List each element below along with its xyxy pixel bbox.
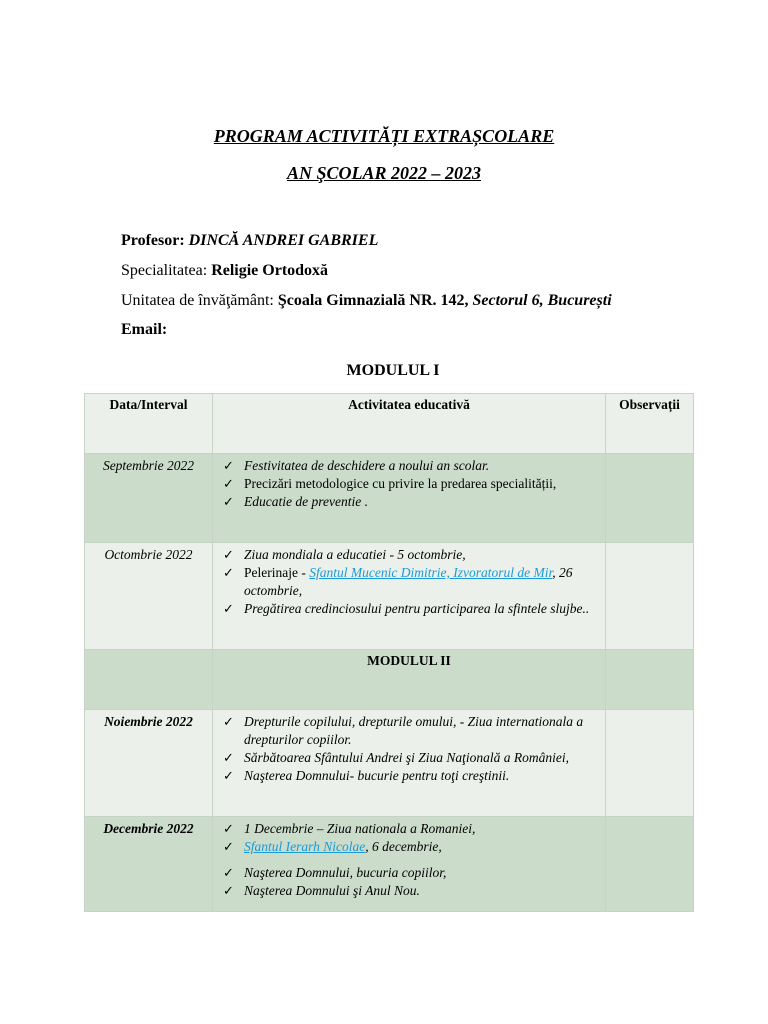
page-title-line1: PROGRAM ACTIVITĂȚI EXTRAȘCOLARE <box>213 126 555 146</box>
row-activities <box>213 454 606 543</box>
check-icon: ✓ <box>223 865 234 880</box>
unitatea-label: Unitatea de învăţământ: <box>121 292 278 309</box>
check-icon: ✓ <box>223 839 234 854</box>
list-item: ✓ Festivitatea de deschidere a noului an scolar. <box>223 458 490 473</box>
check-icon: ✓ <box>223 750 234 765</box>
page-title-line2: AN ŞCOLAR 2022 – 2023 <box>286 163 482 183</box>
list-item: ✓ Educatie de preventie . <box>223 494 368 509</box>
row-observations <box>606 650 694 710</box>
activities-table <box>84 393 694 912</box>
row-activities <box>213 543 606 650</box>
check-icon: ✓ <box>223 821 234 836</box>
table-row <box>85 817 694 912</box>
list-item: ✓ Pregătirea credinciosului pentru participarea la sfintele slujbe.. <box>223 601 590 616</box>
check-icon: ✓ <box>223 458 234 473</box>
check-icon: ✓ <box>223 768 234 783</box>
list-item: ✓ Naşterea Domnului, bucuria copiilor, <box>223 865 447 880</box>
check-icon: ✓ <box>223 601 234 616</box>
row-date <box>85 650 213 710</box>
list-item: ✓ Sfantul Ierarh Nicolae, 6 decembrie, <box>223 839 442 854</box>
list-item: ✓ Drepturile copilului, drepturile omului, - Ziua internationala a drepturilor copiilor. <box>223 714 584 747</box>
list-item: ✓ Precizări metodologice cu privire la predarea specialității, <box>223 476 557 491</box>
check-icon: ✓ <box>223 547 234 562</box>
row-observations <box>606 543 694 650</box>
check-icon: ✓ <box>223 714 234 729</box>
list-item: ✓ Naşterea Domnului- bucurie pentru toţi creştinii. <box>223 768 510 783</box>
module-2-row <box>85 650 694 710</box>
row-date: Octombrie 2022 <box>85 543 213 650</box>
check-icon: ✓ <box>223 883 234 898</box>
table-header-row <box>85 394 694 454</box>
list-item: ✓ Naşterea Domnului şi Anul Nou. <box>223 883 420 898</box>
row-observations <box>606 454 694 543</box>
profesor-line <box>121 232 378 250</box>
row-activities <box>213 710 606 817</box>
row-date: Decembrie 2022 <box>85 817 213 912</box>
profesor-label: Profesor: <box>121 232 189 249</box>
row-date: Septembrie 2022 <box>85 454 213 543</box>
unitatea-line <box>121 292 612 310</box>
module-1-heading: MODULUL I <box>346 362 440 379</box>
list-item: ✓ Sărbătoarea Sfântului Andrei şi Ziua Naţională a României, <box>223 750 570 765</box>
header-observations: Observații <box>606 394 694 454</box>
check-icon: ✓ <box>223 476 234 491</box>
specialitatea-value: Religie Ortodoxă <box>211 262 329 279</box>
list-item: ✓ Ziua mondiala a educatiei - 5 octombrie, <box>223 547 466 562</box>
specialitatea-line <box>121 262 328 280</box>
module-2-heading: MODULUL II <box>213 650 606 710</box>
sfantul-dimitrie-link[interactable]: Sfantul Mucenic Dimitrie, Izvoratorul de Mir <box>309 565 553 580</box>
profesor-value: DINCĂ ANDREI GABRIEL <box>188 232 379 249</box>
list-item: ✓ Pelerinaje - Sfantul Mucenic Dimitrie, Izvoratorul de Mir, 26 octombrie, <box>223 565 573 598</box>
header-date: Data/Interval <box>85 394 213 454</box>
check-icon: ✓ <box>223 565 234 580</box>
row-observations <box>606 710 694 817</box>
table-row <box>85 454 694 543</box>
unitatea-sector: Sectorul 6, București <box>472 292 612 309</box>
table-row <box>85 710 694 817</box>
specialitatea-label: Specialitatea: <box>121 262 212 279</box>
table-row <box>85 543 694 650</box>
row-observations <box>606 817 694 912</box>
row-date: Noiembrie 2022 <box>85 710 213 817</box>
unitatea-value: Şcoala Gimnazială NR. 142, <box>277 292 473 309</box>
email-label: Email: <box>121 321 168 338</box>
check-icon: ✓ <box>223 494 234 509</box>
row-activities <box>213 817 606 912</box>
list-item: ✓ 1 Decembrie – Ziua nationala a Romaniei, <box>223 821 476 836</box>
sfantul-nicolae-link[interactable]: Sfantul Ierarh Nicolae <box>244 839 366 854</box>
header-activity: Activitatea educativă <box>213 394 606 454</box>
